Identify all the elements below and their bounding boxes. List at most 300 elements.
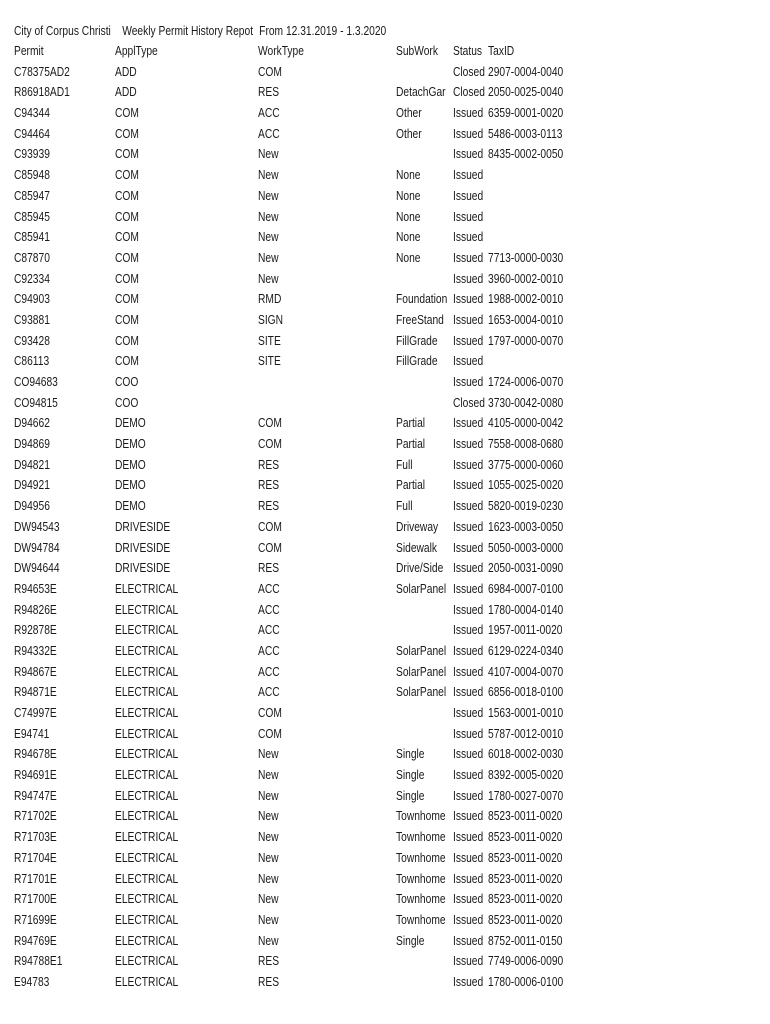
tax-id-cell: 5820-0019-0230 — [488, 499, 564, 514]
tax-id-cell: 2050-0025-0040 — [488, 85, 564, 100]
table-row — [14, 621, 762, 642]
table-row — [14, 518, 762, 539]
tax-id-cell: 1724-0006-0070 — [488, 375, 564, 389]
appl-type-cell: DEMO — [115, 457, 146, 472]
table-row — [14, 352, 762, 373]
sub-work-cell: Other — [396, 126, 422, 141]
appl-type-cell: ELECTRICAL — [115, 933, 179, 948]
work-type-cell: ACC — [258, 602, 280, 617]
sub-work-cell: Partial — [396, 478, 426, 493]
tax-id-cell: 6018-0002-0030 — [488, 747, 564, 762]
tax-id-cell: 6359-0001-0020 — [488, 106, 564, 121]
tax-id-cell: 4107-0004-0070 — [488, 664, 564, 679]
tax-id-cell: 6856-0018-0100 — [488, 685, 564, 700]
table-row — [14, 766, 762, 787]
permit-cell: D94821 — [14, 457, 50, 472]
appl-type-cell: ELECTRICAL — [115, 830, 179, 845]
appl-type-cell: DEMO — [115, 437, 146, 452]
permit-cell: DW94784 — [14, 540, 60, 555]
status-cell: Issued — [453, 747, 484, 762]
status-cell: Issued — [453, 726, 484, 741]
sub-work-cell: Townhome — [396, 871, 446, 886]
status-cell: Issued — [453, 809, 484, 824]
tax-id-cell: 1797-0000-0070 — [488, 333, 564, 348]
permit-cell: R94747E — [14, 788, 57, 803]
table-row — [14, 683, 762, 704]
tax-id-cell: 8523-0011-0020 — [488, 912, 563, 927]
tax-id-cell: 5787-0012-0010 — [488, 726, 564, 741]
work-type-cell: New — [258, 892, 279, 907]
table-row — [14, 580, 762, 601]
appl-type-cell: ELECTRICAL — [115, 809, 179, 824]
appl-type-cell: ELECTRICAL — [115, 747, 179, 762]
permit-cell: C74997E — [14, 706, 57, 720]
sub-work-cell: Foundation — [396, 292, 448, 307]
tax-id-cell: 3960-0002-0010 — [488, 271, 564, 286]
status-cell: Issued — [453, 664, 484, 679]
permit-cell: R86918AD1 — [14, 85, 70, 100]
work-type-cell: New — [258, 912, 279, 927]
work-type-cell: New — [258, 188, 279, 203]
work-type-cell: RES — [258, 478, 280, 493]
table-row — [14, 311, 762, 332]
work-type-cell: COM — [258, 540, 282, 555]
appl-type-cell: ELECTRICAL — [115, 706, 179, 720]
status-cell: Issued — [453, 375, 484, 389]
work-type-cell: New — [258, 871, 279, 886]
status-cell: Issued — [453, 250, 484, 265]
report-date-range: From 12.31.2019 - 1.3.2020 — [259, 24, 387, 38]
status-cell: Issued — [453, 147, 484, 162]
sub-work-cell: Single — [396, 747, 425, 762]
sub-work-cell: None — [396, 188, 421, 203]
tax-id-cell: 1563-0001-0010 — [488, 706, 564, 720]
appl-type-cell: COM — [115, 230, 139, 245]
permit-cell: C85941 — [14, 230, 50, 245]
column-header-row — [14, 42, 762, 63]
work-type-cell: SITE — [258, 354, 281, 369]
appl-type-cell: DEMO — [115, 478, 146, 493]
appl-type-cell: DEMO — [115, 499, 146, 514]
sub-work-cell: Partial — [396, 416, 426, 431]
status-cell: Closed — [453, 395, 485, 410]
status-cell: Issued — [453, 416, 484, 431]
tax-id-cell: 3775-0000-0060 — [488, 457, 564, 472]
permit-cell: C94464 — [14, 126, 50, 141]
table-row — [14, 911, 762, 932]
status-cell: Issued — [453, 788, 484, 803]
work-type-cell: ACC — [258, 106, 280, 121]
appl-type-cell: COM — [115, 250, 139, 265]
work-type-cell: COM — [258, 64, 282, 79]
sub-work-cell: Townhome — [396, 830, 446, 845]
table-row — [14, 539, 762, 560]
appl-type-cell: ADD — [115, 85, 137, 100]
appl-type-cell: COM — [115, 106, 139, 121]
permit-cell: C92334 — [14, 271, 50, 286]
permit-cell: C86113 — [14, 354, 50, 369]
table-row — [14, 166, 762, 187]
permit-cell: R71703E — [14, 830, 57, 845]
status-cell: Issued — [453, 209, 484, 224]
sub-work-cell: None — [396, 250, 421, 265]
sub-work-cell: Townhome — [396, 912, 446, 927]
work-type-cell: RES — [258, 954, 280, 969]
sub-work-cell: Sidewalk — [396, 540, 438, 555]
permit-cell: C87870 — [14, 250, 50, 265]
work-type-cell: COM — [258, 706, 282, 720]
status-cell: Issued — [453, 871, 484, 886]
work-type-cell: New — [258, 830, 279, 845]
status-cell: Issued — [453, 768, 484, 783]
permit-cell: CO94683 — [14, 375, 58, 389]
tax-id-cell: 5486-0003-0113 — [488, 126, 563, 141]
status-cell: Issued — [453, 188, 484, 203]
appl-type-cell: COM — [115, 354, 139, 369]
permit-cell: CO94815 — [14, 395, 58, 410]
tax-id-cell: 7749-0006-0090 — [488, 954, 564, 969]
work-type-cell: SITE — [258, 333, 281, 348]
status-cell: Issued — [453, 623, 484, 638]
permit-cell: C85945 — [14, 209, 50, 224]
table-row — [14, 83, 762, 104]
column-header-permit: Permit — [14, 44, 44, 58]
table-row — [14, 104, 762, 125]
tax-id-cell: 1957-0011-0020 — [488, 623, 563, 638]
status-cell: Closed — [453, 85, 485, 100]
status-cell: Issued — [453, 354, 484, 369]
permit-cell: R94788E1 — [14, 954, 63, 969]
sub-work-cell: None — [396, 209, 421, 224]
report-title: Weekly Permit History Repot — [122, 24, 254, 38]
work-type-cell: RES — [258, 85, 280, 100]
table-row — [14, 497, 762, 518]
tax-id-cell: 8523-0011-0020 — [488, 892, 563, 907]
work-type-cell: RMD — [258, 292, 282, 307]
column-header-appl-type: ApplType — [115, 44, 158, 58]
appl-type-cell: COM — [115, 188, 139, 203]
sub-work-cell: Single — [396, 788, 425, 803]
sub-work-cell: Townhome — [396, 809, 446, 824]
table-row — [14, 249, 762, 270]
table-row — [14, 745, 762, 766]
tax-id-cell: 6984-0007-0100 — [488, 581, 564, 596]
permit-cell: C94903 — [14, 292, 50, 307]
status-cell: Issued — [453, 892, 484, 907]
table-row — [14, 601, 762, 622]
work-type-cell: New — [258, 933, 279, 948]
appl-type-cell: ELECTRICAL — [115, 974, 179, 989]
sub-work-cell: Driveway — [396, 519, 439, 534]
work-type-cell: COM — [258, 519, 282, 534]
status-cell: Issued — [453, 478, 484, 493]
permit-cell: C85948 — [14, 168, 50, 183]
sub-work-cell: Full — [396, 457, 413, 472]
work-type-cell: New — [258, 768, 279, 783]
work-type-cell: RES — [258, 457, 280, 472]
tax-id-cell: 1653-0004-0010 — [488, 312, 564, 327]
appl-type-cell: COM — [115, 168, 139, 183]
work-type-cell: RES — [258, 974, 280, 989]
appl-type-cell: COM — [115, 126, 139, 141]
work-type-cell: ACC — [258, 623, 280, 638]
sub-work-cell: None — [396, 230, 421, 245]
tax-id-cell: 8523-0011-0020 — [488, 830, 563, 845]
table-row — [14, 559, 762, 580]
appl-type-cell: ELECTRICAL — [115, 788, 179, 803]
status-cell: Issued — [453, 685, 484, 700]
tax-id-cell: 1623-0003-0050 — [488, 519, 564, 534]
appl-type-cell: COO — [115, 375, 139, 389]
permit-cell: C78375AD2 — [14, 64, 70, 79]
sub-work-cell: Townhome — [396, 850, 446, 865]
status-cell: Issued — [453, 230, 484, 245]
table-row — [14, 870, 762, 891]
appl-type-cell: DRIVESIDE — [115, 561, 171, 576]
appl-type-cell: ELECTRICAL — [115, 643, 179, 658]
status-cell: Issued — [453, 457, 484, 472]
appl-type-cell: ELECTRICAL — [115, 954, 179, 969]
status-cell: Issued — [453, 292, 484, 307]
tax-id-cell: 3730-0042-0080 — [488, 395, 564, 410]
table-row — [14, 270, 762, 291]
report-city: City of Corpus Christi — [14, 24, 111, 38]
permit-cell: D94921 — [14, 478, 50, 493]
table-row — [14, 290, 762, 311]
status-cell: Issued — [453, 540, 484, 555]
table-row — [14, 456, 762, 477]
table-row — [14, 476, 762, 497]
sub-work-cell: None — [396, 168, 421, 183]
sub-work-cell: Partial — [396, 437, 426, 452]
status-cell: Issued — [453, 106, 484, 121]
permit-cell: R94332E — [14, 643, 57, 658]
status-cell: Issued — [453, 581, 484, 596]
work-type-cell: New — [258, 168, 279, 183]
work-type-cell: New — [258, 809, 279, 824]
permit-cell: DW94644 — [14, 561, 60, 576]
status-cell: Issued — [453, 168, 484, 183]
permit-cell: C93939 — [14, 147, 50, 162]
permit-cell: R94678E — [14, 747, 57, 762]
status-cell: Issued — [453, 519, 484, 534]
status-cell: Issued — [453, 499, 484, 514]
status-cell: Issued — [453, 974, 484, 989]
status-cell: Issued — [453, 333, 484, 348]
status-cell: Issued — [453, 602, 484, 617]
table-row — [14, 125, 762, 146]
status-cell: Issued — [453, 643, 484, 658]
sub-work-cell: Drive/Side — [396, 561, 444, 576]
permit-cell: C93881 — [14, 312, 50, 327]
permit-cell: E94741 — [14, 726, 50, 741]
column-header-sub-work: SubWork — [396, 44, 438, 58]
table-row — [14, 932, 762, 953]
tax-id-cell: 8392-0005-0020 — [488, 768, 564, 783]
table-row — [14, 145, 762, 166]
work-type-cell: RES — [258, 499, 280, 514]
appl-type-cell: ELECTRICAL — [115, 850, 179, 865]
appl-type-cell: ELECTRICAL — [115, 912, 179, 927]
permit-cell: C94344 — [14, 106, 50, 121]
status-cell: Issued — [453, 126, 484, 141]
appl-type-cell: COO — [115, 395, 139, 410]
table-row — [14, 828, 762, 849]
table-row — [14, 704, 762, 725]
tax-id-cell: 8523-0011-0020 — [488, 809, 563, 824]
permit-cell: D94869 — [14, 437, 50, 452]
permit-cell: D94662 — [14, 416, 50, 431]
work-type-cell: New — [258, 747, 279, 762]
permit-cell: D94956 — [14, 499, 50, 514]
table-row — [14, 414, 762, 435]
appl-type-cell: COM — [115, 271, 139, 286]
work-type-cell: ACC — [258, 126, 280, 141]
tax-id-cell: 7713-0000-0030 — [488, 250, 564, 265]
column-header-tax-id: TaxID — [488, 44, 515, 58]
table-row — [14, 787, 762, 808]
permit-cell: R94867E — [14, 664, 57, 679]
table-row — [14, 642, 762, 663]
permit-cell: R92878E — [14, 623, 57, 638]
status-cell: Closed — [453, 64, 485, 79]
permit-cell: R94691E — [14, 768, 57, 783]
appl-type-cell: ELECTRICAL — [115, 664, 179, 679]
work-type-cell: ACC — [258, 685, 280, 700]
status-cell: Issued — [453, 437, 484, 452]
tax-id-cell: 7558-0008-0680 — [488, 437, 564, 452]
status-cell: Issued — [453, 312, 484, 327]
table-row — [14, 373, 762, 394]
sub-work-cell: DetachGar — [396, 85, 446, 100]
table-row — [14, 208, 762, 229]
table-row — [14, 228, 762, 249]
appl-type-cell: ELECTRICAL — [115, 892, 179, 907]
table-row — [14, 663, 762, 684]
appl-type-cell: ELECTRICAL — [115, 581, 179, 596]
work-type-cell: ACC — [258, 664, 280, 679]
sub-work-cell: Full — [396, 499, 413, 514]
tax-id-cell: 1055-0025-0020 — [488, 478, 564, 493]
sub-work-cell: Single — [396, 768, 425, 783]
sub-work-cell: FreeStand — [396, 312, 444, 327]
column-header-status: Status — [453, 44, 483, 58]
status-cell: Issued — [453, 912, 484, 927]
tax-id-cell: 1988-0002-0010 — [488, 292, 564, 307]
table-row — [14, 725, 762, 746]
appl-type-cell: ELECTRICAL — [115, 602, 179, 617]
status-cell: Issued — [453, 830, 484, 845]
table-row — [14, 63, 762, 84]
tax-id-cell: 6129-0224-0340 — [488, 643, 564, 658]
work-type-cell: ACC — [258, 581, 280, 596]
status-cell: Issued — [453, 954, 484, 969]
permit-cell: R94769E — [14, 933, 57, 948]
permit-cell: R71700E — [14, 892, 57, 907]
work-type-cell: ACC — [258, 643, 280, 658]
table-row — [14, 890, 762, 911]
tax-id-cell: 1780-0027-0070 — [488, 788, 564, 803]
appl-type-cell: COM — [115, 292, 139, 307]
appl-type-cell: COM — [115, 333, 139, 348]
tax-id-cell: 8523-0011-0020 — [488, 871, 563, 886]
work-type-cell: New — [258, 147, 279, 162]
appl-type-cell: ELECTRICAL — [115, 623, 179, 638]
appl-type-cell: COM — [115, 209, 139, 224]
work-type-cell: New — [258, 850, 279, 865]
table-row — [14, 435, 762, 456]
sub-work-cell: FillGrade — [396, 354, 438, 369]
permit-cell: R94826E — [14, 602, 57, 617]
work-type-cell: New — [258, 209, 279, 224]
appl-type-cell: ELECTRICAL — [115, 768, 179, 783]
appl-type-cell: COM — [115, 312, 139, 327]
permit-cell: DW94543 — [14, 519, 60, 534]
permit-cell: R94653E — [14, 581, 57, 596]
work-type-cell: SIGN — [258, 312, 284, 327]
tax-id-cell: 2050-0031-0090 — [488, 561, 564, 576]
sub-work-cell: SolarPanel — [396, 664, 447, 679]
report-page — [14, 22, 762, 994]
tax-id-cell: 4105-0000-0042 — [488, 416, 564, 431]
permit-cell: R71704E — [14, 850, 57, 865]
work-type-cell: COM — [258, 726, 282, 741]
permit-cell: C93428 — [14, 333, 50, 348]
appl-type-cell: DRIVESIDE — [115, 540, 171, 555]
status-cell: Issued — [453, 706, 484, 720]
table-row — [14, 849, 762, 870]
sub-work-cell: Other — [396, 106, 422, 121]
tax-id-cell: 1780-0006-0100 — [488, 974, 564, 989]
work-type-cell: New — [258, 271, 279, 286]
tax-id-cell: 8435-0002-0050 — [488, 147, 564, 162]
table-row — [14, 807, 762, 828]
permit-cell: E94783 — [14, 974, 50, 989]
report-header — [14, 22, 627, 42]
appl-type-cell: DRIVESIDE — [115, 519, 171, 534]
permit-cell: R71701E — [14, 871, 57, 886]
table-row — [14, 394, 762, 415]
work-type-cell: New — [258, 230, 279, 245]
status-cell: Issued — [453, 271, 484, 286]
appl-type-cell: ELECTRICAL — [115, 685, 179, 700]
appl-type-cell: ADD — [115, 64, 137, 79]
sub-work-cell: Townhome — [396, 892, 446, 907]
tax-id-cell: 8523-0011-0020 — [488, 850, 563, 865]
permit-table-body — [14, 63, 762, 994]
status-cell: Issued — [453, 850, 484, 865]
sub-work-cell: SolarPanel — [396, 643, 447, 658]
appl-type-cell: ELECTRICAL — [115, 871, 179, 886]
sub-work-cell: SolarPanel — [396, 685, 447, 700]
appl-type-cell: COM — [115, 147, 139, 162]
status-cell: Issued — [453, 933, 484, 948]
sub-work-cell: SolarPanel — [396, 581, 447, 596]
permit-cell: R71702E — [14, 809, 57, 824]
tax-id-cell: 2907-0004-0040 — [488, 64, 564, 79]
permit-cell: R71699E — [14, 912, 57, 927]
permit-cell: R94871E — [14, 685, 57, 700]
sub-work-cell: Single — [396, 933, 425, 948]
tax-id-cell: 5050-0003-0000 — [488, 540, 564, 555]
work-type-cell: RES — [258, 561, 280, 576]
tax-id-cell: 8752-0011-0150 — [488, 933, 563, 948]
table-row — [14, 332, 762, 353]
work-type-cell: COM — [258, 416, 282, 431]
sub-work-cell: FillGrade — [396, 333, 438, 348]
status-cell: Issued — [453, 561, 484, 576]
work-type-cell: New — [258, 250, 279, 265]
